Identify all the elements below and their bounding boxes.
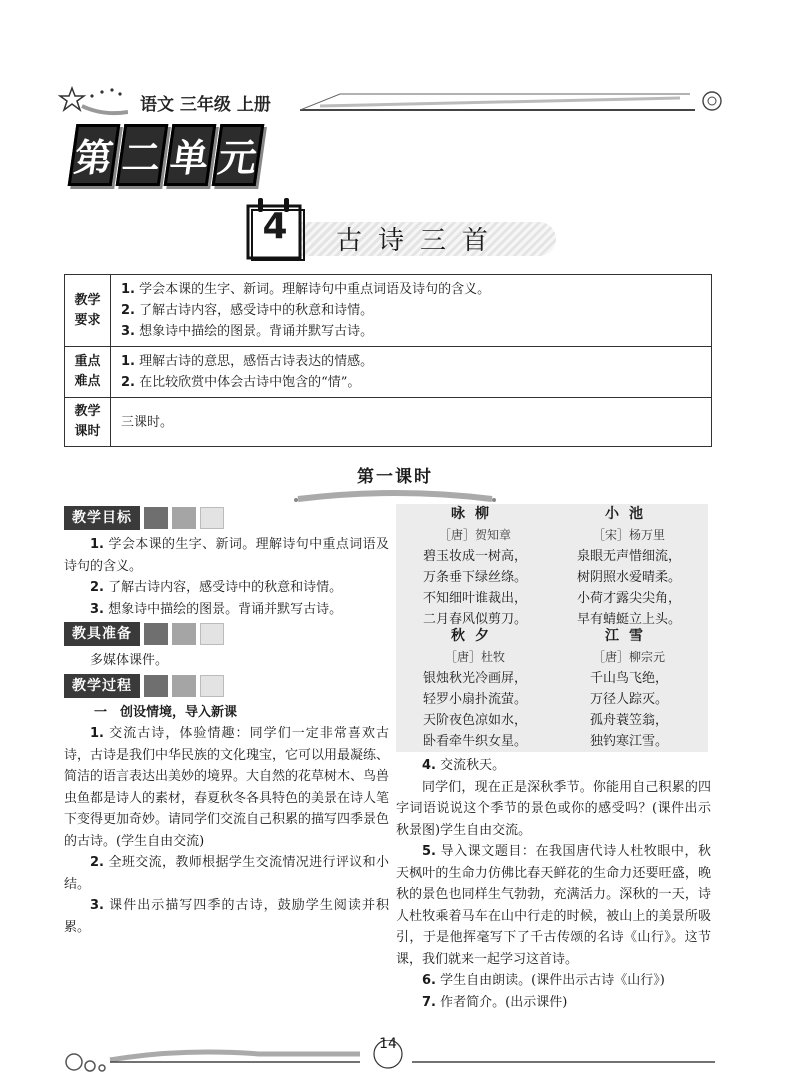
- poem: [554, 504, 704, 630]
- poems-box: [396, 504, 708, 752]
- poem-author: ［宋］杨万里: [592, 528, 665, 542]
- poem: [554, 626, 704, 752]
- process-tag-row: [64, 674, 389, 698]
- poem: [400, 626, 550, 752]
- list-item: 1. 理解古诗的意思，感悟古诗表达的情感。: [121, 354, 374, 369]
- poem-line: 孤舟蓑笠翁，: [589, 713, 668, 728]
- unit-char: 单: [164, 124, 217, 186]
- prep-text: 多媒体课件。: [90, 653, 169, 668]
- poem-author: ［唐］杜牧: [444, 650, 505, 664]
- left-column: [64, 504, 389, 938]
- poem-line: 卧看牵牛织女星。: [422, 734, 527, 749]
- poem-line: 轻罗小扇扑流萤。: [422, 692, 527, 707]
- poem-author: ［唐］柳宗元: [592, 650, 665, 664]
- objectives-table: [64, 274, 712, 447]
- row-content: [111, 275, 712, 347]
- poem-line: 不知细叶谁裁出，: [422, 591, 527, 606]
- step-paragraph: 同学们，现在正是深秋季节。你能用自己积累的四字词语说说这个季节的景色或你的感受吗？(课件出示秋景图)学生自由交流。: [396, 779, 711, 838]
- poem-line: 树阴照水爱晴柔。: [576, 570, 681, 585]
- tag-square: [200, 623, 224, 645]
- prep-tag: 教具准备: [64, 622, 140, 646]
- poem: [400, 504, 550, 630]
- tag-square: [172, 507, 196, 529]
- row-label: 重点 难点: [65, 347, 111, 398]
- goals-tag: 教学目标: [64, 506, 140, 530]
- row-label: 教学 课时: [65, 398, 111, 447]
- unit-char: 元: [212, 124, 265, 186]
- poem-line: 二月春风似剪刀。: [422, 612, 527, 627]
- tag-square: [144, 675, 168, 697]
- prep-tag-row: [64, 622, 389, 646]
- table-row: [65, 275, 712, 347]
- poem-line: 早有蜻蜓立上头。: [576, 612, 681, 627]
- table-row: [65, 347, 712, 398]
- unit-char: 第: [68, 124, 121, 186]
- book-header-title: 语文 三年级 上册: [140, 95, 271, 115]
- header-rule: [300, 90, 740, 112]
- list-item: 1. 学会本课的生字、新词。理解诗句中重点词语及诗句的含义。: [121, 282, 491, 297]
- row-content: [111, 347, 712, 398]
- list-item: 2. 在比较欣赏中体会古诗中饱含的“情”。: [121, 375, 361, 390]
- poem-line: 千山鸟飞绝，: [589, 671, 668, 686]
- poem-line: 银烛秋光冷画屏，: [422, 671, 527, 686]
- section-heading: [290, 462, 500, 504]
- step-item: 7. 作者简介。(出示课件): [422, 994, 568, 1010]
- process-tag: 教学过程: [64, 674, 140, 698]
- poem-title: 江雪: [605, 628, 653, 644]
- poem-line: 小荷才露尖尖角，: [576, 591, 681, 606]
- list-item: 3. 想象诗中描绘的图景。背诵并默写古诗。: [121, 324, 374, 339]
- lesson-title: 古诗三首: [336, 226, 505, 256]
- unit-char: 二: [116, 124, 169, 186]
- poem-title: 秋夕: [451, 628, 499, 644]
- poem-line: 万径人踪灭。: [589, 692, 668, 707]
- list-item: 2. 了解古诗内容，感受诗中的秋意和诗情。: [121, 303, 374, 318]
- row-label: 教学 要求: [65, 275, 111, 347]
- poem-line: 独钓寒江雪。: [589, 734, 668, 749]
- tag-square: [172, 623, 196, 645]
- section-underline-decoration: [290, 489, 500, 505]
- right-column: [396, 755, 711, 1013]
- goal-item: 2. 了解古诗内容，感受诗中的秋意和诗情。: [90, 580, 343, 595]
- row-content: [111, 398, 712, 447]
- step-item: 5. 导入课文题目：在我国唐代诗人杜牧眼中，秋天枫叶的生命力仿佛比春天鲜花的生命力还要旺盛，晚秋的景色也同样生气勃勃，充满活力。深秋的一天，诗人杜牧乘着马车在山中行走的时候，被山上的美景所吸引，于是他挥毫写下了千古传颂的名诗《山行》。这节课，我们就来一起学习这首诗。: [396, 844, 711, 967]
- step-item: 1. 交流古诗，体验情趣：同学们一定非常喜欢古诗，古诗是我们中华民族的文化瑰宝，它可以用最凝练、简洁的语言表达出美妙的境界。大自然的花草树木、鸟兽虫鱼都是诗人的素材，春夏秋冬各具特色的美景在诗人笔下变得更加奇妙。请同学们交流自己积累的描写四季景色的古诗。(学生自由交流): [64, 726, 390, 849]
- tag-square: [200, 675, 224, 697]
- page-number: 14: [379, 1036, 397, 1052]
- step-item: 4. 交流秋天。: [422, 758, 506, 773]
- tag-square: [172, 675, 196, 697]
- step-item: 3. 课件出示描写四季的古诗，鼓励学生阅读并积累。: [64, 898, 389, 935]
- section-title: 第一课时: [357, 467, 433, 487]
- goals-tag-row: [64, 506, 389, 530]
- poem-line: 碧玉妆成一树高，: [422, 549, 527, 564]
- tag-square: [200, 507, 224, 529]
- step-item: 2. 全班交流，教师根据学生交流情况进行评议和小结。: [64, 855, 389, 892]
- unit-banner: [72, 124, 260, 190]
- goal-item: 1. 学会本课的生字、新词。理解诗句中重点词语及诗句的含义。: [64, 537, 389, 574]
- tag-square: [144, 507, 168, 529]
- poem-title: 小池: [605, 506, 653, 522]
- poem-author: ［唐］贺知章: [438, 528, 511, 542]
- poem-title: 咏柳: [451, 506, 499, 522]
- step-item: 6. 学生自由朗读。(课件出示古诗《山行》): [422, 973, 665, 988]
- table-row: [65, 398, 712, 447]
- step-heading: 一 创设情境，导入新课: [94, 704, 238, 720]
- poem-line: 泉眼无声惜细流，: [576, 549, 681, 564]
- goal-item: 3. 想象诗中描绘的图景。背诵并默写古诗。: [90, 601, 343, 617]
- poem-line: 天阶夜色凉如水，: [422, 713, 527, 728]
- lesson-number: 4: [262, 206, 288, 247]
- star-decoration-icon: [58, 82, 128, 118]
- class-hours: 三课时。: [121, 414, 174, 430]
- poem-line: 万条垂下绿丝绦。: [422, 570, 527, 585]
- tag-square: [144, 623, 168, 645]
